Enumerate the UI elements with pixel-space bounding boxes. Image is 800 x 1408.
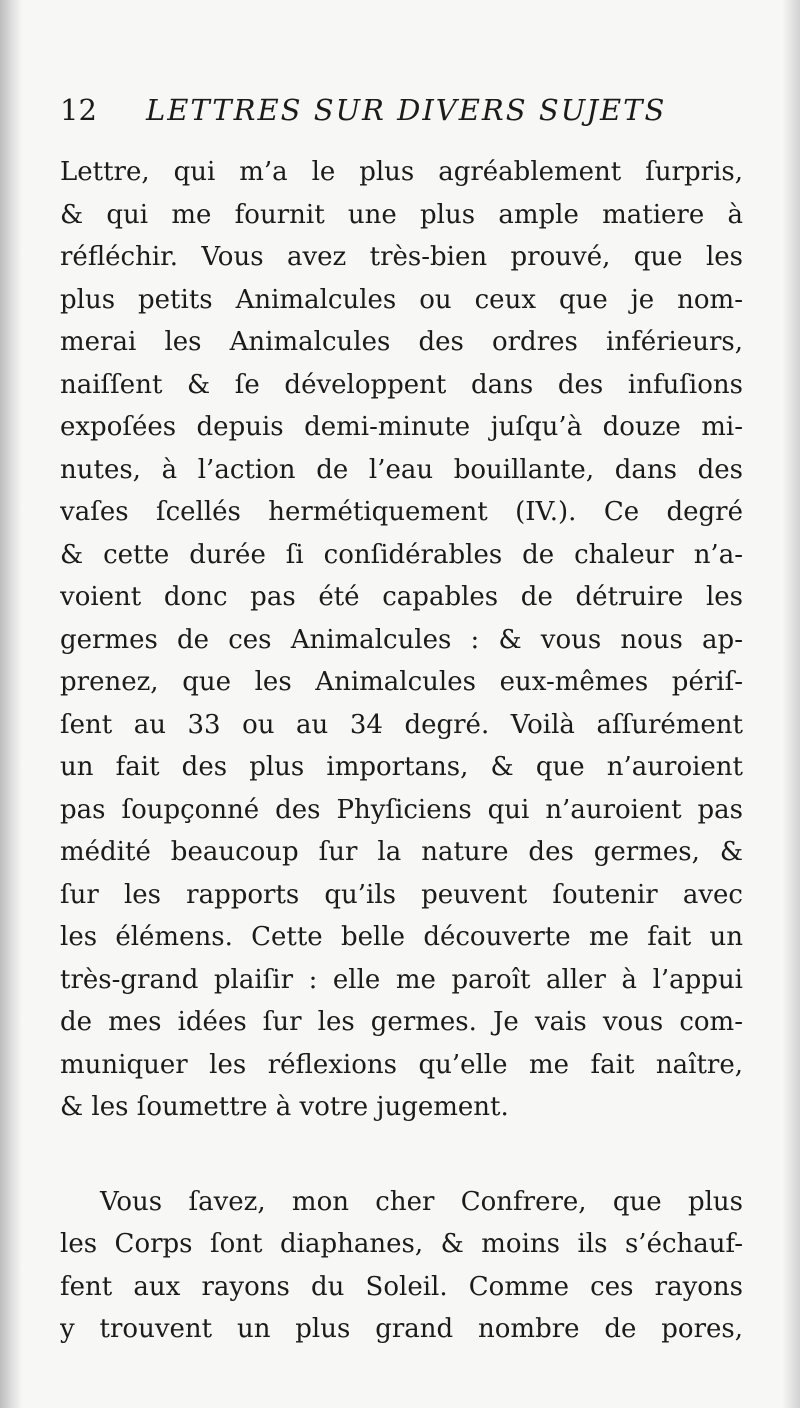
text-line: réfléchir. Vous avez très-bien prouvé, que les — [60, 242, 743, 272]
paragraph-gap — [60, 1129, 743, 1181]
text-line: plus petits Animalcules ou ceux que je nom- — [60, 284, 743, 315]
text-line: & cette durée ſi conſidérables de chaleur n’a- — [60, 539, 743, 570]
text-line: vaſes ſcellés hermétiquement (IV.). Ce degré — [60, 497, 743, 527]
text-line: nutes, à l’action de l’eau bouillante, dans des — [60, 454, 743, 485]
text-line: fent aux rayons du Soleil. Comme ces rayons — [60, 1271, 743, 1302]
text-line: très-grand plaiſir : elle me paroît aller à l’appui — [60, 964, 743, 995]
text-line: expoſées depuis demi-minute juſqu’à douze mi- — [60, 412, 743, 442]
paragraph-2 — [60, 1181, 743, 1351]
page-edge — [782, 0, 800, 1408]
text-line: & qui me fournit une plus ample matiere à — [60, 199, 743, 230]
paragraph-1 — [60, 151, 743, 1129]
text-line: ſent au 33 ou au 34 degré. Voilà aſſurément — [60, 709, 743, 740]
gutter-shadow — [0, 0, 22, 1408]
text-line: de mes idées ſur les germes. Je vais vous com- — [60, 1007, 743, 1037]
text-line: prenez, que les Animalcules eux-mêmes périſ- — [60, 667, 743, 697]
text-line: Lettre, qui m’a le plus agréablement ſurpris, — [60, 157, 743, 187]
text-line: pas ſoupçonné des Phyſiciens qui n’auroient pas — [60, 794, 743, 825]
text-line: germes de ces Animalcules : & vous nous ap- — [60, 624, 743, 655]
text-line: merai les Animalcules des ordres inférieurs, — [60, 327, 743, 357]
page-header — [60, 90, 750, 130]
text-line: muniquer les réflexions qu’elle me fait naître, — [60, 1049, 743, 1080]
running-head: LETTRES SUR DIVERS SUJETS — [146, 93, 667, 127]
text-line: les Corps ſont diaphanes, & moins ils s’échauf- — [60, 1229, 743, 1259]
text-line: ſur les rapports qu’ils peuvent ſoutenir avec — [60, 879, 743, 910]
body-text — [60, 151, 743, 1351]
text-line: Vous ſavez, mon cher Confrere, que plus — [100, 1186, 743, 1217]
text-line: voient donc pas été capables de détruire les — [60, 582, 743, 612]
text-line: y trouvent un plus grand nombre de pores, — [60, 1314, 743, 1344]
page-number: 12 — [60, 93, 97, 127]
text-line: & les ſoumettre à votre jugement. — [60, 1092, 509, 1122]
text-line: naiſſent & ſe développent dans des infuſions — [60, 369, 743, 400]
text-line: les élémens. Cette belle découverte me fait un — [60, 922, 743, 952]
text-line: médité beaucoup ſur la nature des germes, & — [60, 837, 743, 867]
text-line: un fait des plus importans, & que n’auroient — [60, 752, 743, 782]
